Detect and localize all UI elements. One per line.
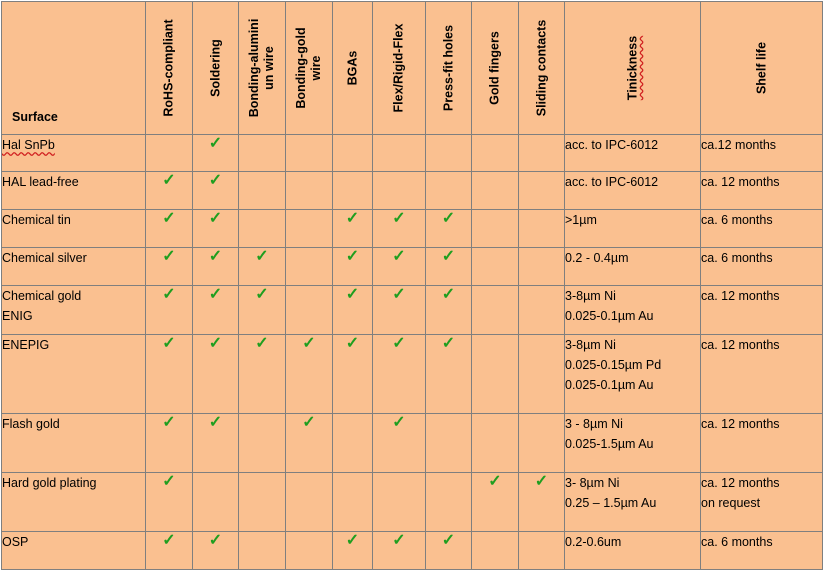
header-shelf [701,2,823,135]
check-cell-goldfingers [472,532,519,570]
check-cell-rohs [146,135,193,172]
check-cell-bond_au [286,335,333,414]
header-line: Sliding contacts [534,19,548,117]
check-cell-bond_au [286,210,333,248]
check-cell-sliding [519,335,565,414]
header-line: Gold fingers [487,31,502,105]
check-mark-icon: ✓ [162,335,176,352]
header-line: Shelf life [754,41,768,95]
table-row [2,414,823,473]
check-mark-icon: ✓ [162,414,176,431]
surface-name: Chemical tin [2,213,71,227]
thickness-value: 0.025-0.1µm Au [565,309,654,323]
header-surface: Surface [2,2,146,135]
thickness-value: acc. to IPC-6012 [565,175,659,189]
shelf-cell [701,335,823,414]
surface-name-cell [2,135,146,172]
check-mark-icon: ✓ [392,532,406,549]
check-cell-soldering [193,248,239,286]
check-cell-bond_al [239,210,286,248]
check-cell-bond_al [239,414,286,473]
thickness-value: 3-8µm Ni [565,338,616,352]
check-cell-flex [373,210,426,248]
check-cell-soldering [193,532,239,570]
check-cell-flex [373,532,426,570]
check-cell-flex [373,248,426,286]
check-mark-icon: ✓ [302,335,316,352]
thickness-value: 3-8µm Ni [565,289,616,303]
surface-finish-table [1,1,823,570]
check-cell-bond_au [286,135,333,172]
check-cell-bga [333,172,373,210]
check-cell-goldfingers [472,335,519,414]
shelf-cell [701,414,823,473]
check-cell-sliding [519,210,565,248]
shelf-value: ca. 12 months [701,175,780,189]
check-cell-bond_al [239,172,286,210]
thickness-cell [565,135,701,172]
header-label-soldering [208,39,223,97]
check-cell-goldfingers [472,135,519,172]
check-mark-icon: ✓ [345,248,360,265]
thickness-value: 0.2-0.6um [565,535,622,549]
header-label-goldfingers [488,31,503,105]
check-mark-icon: ✓ [488,473,502,490]
table-row [2,532,823,570]
surface-name-cell [2,286,146,335]
check-mark-icon: ✓ [208,532,223,549]
check-mark-icon: ✓ [208,210,223,227]
thickness-value: 3 - 8µm Ni [565,417,623,431]
check-cell-bond_au [286,473,333,532]
table-row [2,135,823,172]
header-line: wire [309,55,323,81]
check-cell-bond_au [286,172,333,210]
shelf-value: ca. 12 months [701,289,780,303]
surface-name-cell [2,172,146,210]
shelf-value: ca. 12 months [701,338,780,352]
header-label-flex [392,24,407,113]
check-mark-icon: ✓ [208,286,223,303]
shelf-cell [701,473,823,532]
check-cell-sliding [519,172,565,210]
shelf-value: ca. 12 months [701,417,780,431]
check-cell-bond_al [239,532,286,570]
header-line: Soldering [208,39,222,97]
check-cell-pressfit [426,286,472,335]
thickness-cell [565,414,701,473]
surface-name: HAL lead-free [2,175,79,189]
header-label-sliding [534,20,549,117]
check-cell-rohs [146,532,193,570]
header-row [2,2,823,135]
header-rohs [146,2,193,135]
shelf-cell [701,135,823,172]
header-line: Bonding-gold [294,27,308,109]
check-cell-bga [333,414,373,473]
check-mark-icon: ✓ [392,210,406,227]
table-row [2,473,823,532]
surface-name-cell [2,414,146,473]
header-soldering [193,2,239,135]
check-mark-icon: ✓ [162,210,176,227]
check-cell-sliding [519,532,565,570]
check-mark-icon: ✓ [162,532,176,549]
shelf-value: ca. 6 months [701,251,773,265]
check-cell-bga [333,473,373,532]
surface-name: Flash gold [2,417,60,431]
check-cell-bond_al [239,473,286,532]
check-cell-bga [333,335,373,414]
check-cell-pressfit [426,248,472,286]
check-mark-icon: ✓ [162,172,176,189]
surface-name-cell [2,473,146,532]
surface-name: Hard gold plating [2,476,97,490]
thickness-value: 0.025-0.1µm Au [565,378,654,392]
shelf-cell [701,532,823,570]
shelf-value: ca. 12 months [701,476,780,490]
check-mark-icon: ✓ [345,210,360,227]
check-cell-goldfingers [472,473,519,532]
header-thickness [565,2,701,135]
surface-name: OSP [2,535,29,549]
check-mark-icon: ✓ [392,414,406,431]
check-cell-soldering [193,335,239,414]
thickness-value: 3- 8µm Ni [565,476,620,490]
check-cell-soldering [193,414,239,473]
header-pressfit [426,2,472,135]
check-mark-icon: ✓ [441,210,456,227]
check-cell-pressfit [426,473,472,532]
thickness-cell [565,286,701,335]
header-line: un wire [262,46,276,90]
check-cell-goldfingers [472,286,519,335]
check-cell-rohs [146,286,193,335]
shelf-value: on request [701,496,761,510]
check-cell-soldering [193,172,239,210]
thickness-value: 0.25 – 1.5µm Au [565,496,657,510]
shelf-value: ca. 6 months [701,213,773,227]
thickness-value: acc. to IPC-6012 [565,138,659,152]
table-row [2,335,823,414]
thickness-cell [565,172,701,210]
header-flex [373,2,426,135]
check-mark-icon: ✓ [162,248,176,265]
header-label-bond_al [247,19,277,118]
check-cell-goldfingers [472,248,519,286]
surface-name-cell [2,532,146,570]
check-cell-goldfingers [472,172,519,210]
check-mark-icon: ✓ [441,248,456,265]
check-cell-bond_al [239,135,286,172]
header-label-rohs [162,19,177,116]
header-label-shelf [754,42,769,94]
check-cell-bond_au [286,414,333,473]
header-label-bga [345,51,360,86]
surface-name: Hal SnPb [2,138,55,152]
header-line: Bonding-alumini [247,18,261,118]
check-cell-bga [333,248,373,286]
check-cell-rohs [146,473,193,532]
check-cell-sliding [519,473,565,532]
check-mark-icon: ✓ [208,335,223,352]
header-line: Press-fit holes [441,24,455,112]
check-mark-icon: ✓ [392,335,406,352]
check-mark-icon: ✓ [345,532,360,549]
surface-name-cell [2,248,146,286]
check-cell-bga [333,210,373,248]
header-label-bond_au [294,27,324,108]
surface-name: Chemical gold [2,289,82,303]
shelf-cell [701,210,823,248]
check-mark-icon: ✓ [392,286,406,303]
header-sliding [519,2,565,135]
check-mark-icon: ✓ [255,286,269,303]
surface-name: Chemical silver [2,251,87,265]
check-mark-icon: ✓ [441,335,456,352]
check-mark-icon: ✓ [255,335,269,352]
thickness-value: 0.025-1.5µm Au [565,437,654,451]
check-cell-pressfit [426,172,472,210]
table-row [2,172,823,210]
header-label-thickness [625,36,640,100]
table-row [2,248,823,286]
table-row [2,286,823,335]
check-cell-bond_al [239,286,286,335]
thickness-value: >1µm [565,213,597,227]
check-cell-rohs [146,172,193,210]
check-cell-bond_au [286,532,333,570]
check-cell-rohs [146,335,193,414]
check-cell-sliding [519,286,565,335]
thickness-cell [565,248,701,286]
thickness-cell [565,335,701,414]
surface-name: ENEPIG [2,338,50,352]
check-cell-sliding [519,414,565,473]
header-line: Tinickness [625,35,639,101]
surface-name-cell [2,210,146,248]
check-mark-icon: ✓ [534,473,549,490]
check-cell-flex [373,335,426,414]
check-mark-icon: ✓ [162,286,176,303]
check-cell-flex [373,414,426,473]
check-cell-soldering [193,210,239,248]
header-bga [333,2,373,135]
check-mark-icon: ✓ [392,248,406,265]
check-cell-pressfit [426,210,472,248]
check-cell-bga [333,532,373,570]
check-cell-rohs [146,414,193,473]
thickness-value: 0.2 - 0.4µm [565,251,629,265]
check-cell-pressfit [426,414,472,473]
check-mark-icon: ✓ [345,335,360,352]
check-cell-bond_al [239,335,286,414]
check-cell-rohs [146,248,193,286]
check-mark-icon: ✓ [302,414,316,431]
check-mark-icon: ✓ [208,414,223,431]
check-cell-bond_au [286,286,333,335]
check-mark-icon: ✓ [208,172,223,189]
check-mark-icon: ✓ [208,248,223,265]
header-line: RoHS-compliant [161,19,176,117]
surface-name-cell [2,335,146,414]
check-cell-soldering [193,286,239,335]
check-cell-flex [373,286,426,335]
check-cell-goldfingers [472,210,519,248]
check-cell-sliding [519,248,565,286]
check-cell-bond_al [239,248,286,286]
check-cell-flex [373,135,426,172]
check-cell-soldering [193,473,239,532]
shelf-value: ca.12 months [701,138,777,152]
check-cell-pressfit [426,135,472,172]
header-line: Flex/Rigid-Flex [391,23,406,113]
header-bond_au [286,2,333,135]
header-bond_al [239,2,286,135]
header-label-pressfit [441,25,456,111]
check-mark-icon: ✓ [162,473,176,490]
thickness-cell [565,473,701,532]
shelf-value: ca. 6 months [701,535,773,549]
check-mark-icon: ✓ [345,286,360,303]
table-row [2,210,823,248]
thickness-value: 0.025-0.15µm Pd [565,358,662,372]
check-mark-icon: ✓ [441,286,456,303]
check-cell-bga [333,286,373,335]
shelf-cell [701,172,823,210]
check-cell-rohs [146,210,193,248]
check-cell-bond_au [286,248,333,286]
table-body [2,135,823,570]
check-mark-icon: ✓ [255,248,269,265]
thickness-cell [565,210,701,248]
header-goldfingers [472,2,519,135]
surface-name: ENIG [2,309,33,323]
check-cell-flex [373,172,426,210]
header-line: BGAs [345,50,359,86]
check-cell-bga [333,135,373,172]
check-mark-icon: ✓ [441,532,456,549]
check-mark-icon: ✓ [208,135,223,152]
thickness-cell [565,532,701,570]
check-cell-pressfit [426,532,472,570]
check-cell-pressfit [426,335,472,414]
check-cell-sliding [519,135,565,172]
check-cell-flex [373,473,426,532]
check-cell-soldering [193,135,239,172]
shelf-cell [701,248,823,286]
shelf-cell [701,286,823,335]
check-cell-goldfingers [472,414,519,473]
